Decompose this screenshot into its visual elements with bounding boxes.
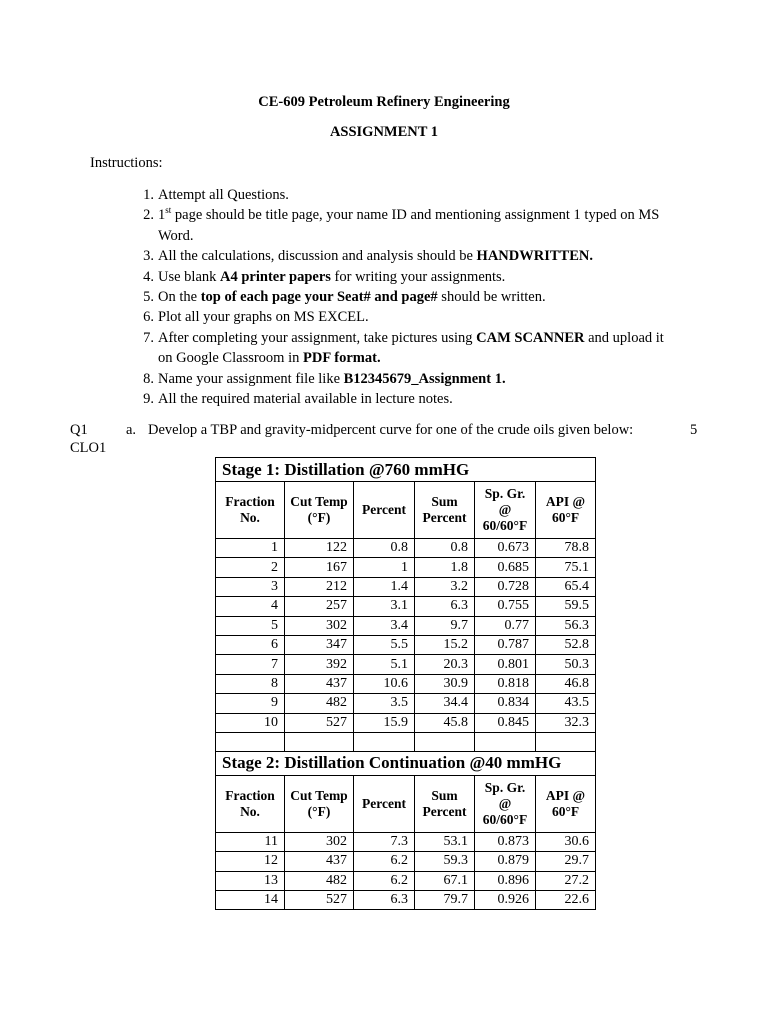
instruction-text: HANDWRITTEN. xyxy=(476,248,593,265)
table-cell: 3 xyxy=(216,577,285,596)
table-row xyxy=(216,577,596,596)
table-row xyxy=(216,597,596,616)
instruction-text: and upload it on Google Classroom in xyxy=(158,329,664,367)
table-header-row xyxy=(216,775,596,832)
table-row xyxy=(216,694,596,713)
instruction-text: page should be title page, your name ID and mentioning assignment 1 typed on MS Word. xyxy=(158,207,660,244)
instruction-text: 1 xyxy=(158,207,166,224)
instruction-item xyxy=(143,246,678,266)
instruction-number: 4. xyxy=(143,268,154,285)
instruction-text: Name your assignment file like xyxy=(158,370,344,387)
instruction-text: After completing your assignment, take pictures using xyxy=(158,329,477,346)
table-row xyxy=(216,832,596,851)
table-cell: 257 xyxy=(285,597,354,616)
instruction-text: All the calculations, discussion and analysis should be xyxy=(158,248,477,265)
table-cell: 52.8 xyxy=(536,635,596,654)
instruction-number: 1. xyxy=(143,187,154,203)
table-cell: 0.834 xyxy=(475,694,536,713)
table-cell: 15.9 xyxy=(354,713,415,732)
instruction-item xyxy=(143,328,678,369)
crude-oil-table xyxy=(215,457,596,910)
table-row xyxy=(216,539,596,558)
table-cell: 10 xyxy=(216,713,285,732)
table-cell: 0.685 xyxy=(475,558,536,577)
table-cell: 437 xyxy=(285,674,354,693)
instruction-number: 2. xyxy=(143,207,154,224)
table-cell: 0.801 xyxy=(475,655,536,674)
table-cell: 0.926 xyxy=(475,891,536,910)
table-cell xyxy=(354,732,415,751)
table-cell: 30.6 xyxy=(536,832,596,851)
instruction-item xyxy=(143,307,678,327)
table-cell: 29.7 xyxy=(536,852,596,871)
table-cell xyxy=(475,732,536,751)
table-cell: 302 xyxy=(285,832,354,851)
question-number: Q1 xyxy=(70,422,88,438)
instructions-label: Instructions: xyxy=(90,155,163,171)
question-clo: CLO1 xyxy=(70,440,107,456)
stage1-title-row xyxy=(216,458,596,482)
table-cell: 78.8 xyxy=(536,539,596,558)
table-cell: 302 xyxy=(285,616,354,635)
instruction-item xyxy=(143,287,678,307)
table-cell: 0.873 xyxy=(475,832,536,851)
table-cell: 0.755 xyxy=(475,597,536,616)
instruction-number: 5. xyxy=(143,289,154,306)
table-cell: 6.3 xyxy=(415,597,475,616)
instruction-text: for writing your assignments. xyxy=(330,268,506,285)
instruction-text: On the xyxy=(158,289,201,306)
stage1-title: Stage 1: Distillation @760 mmHG xyxy=(216,458,596,482)
table-cell: 0.77 xyxy=(475,616,536,635)
table-cell: Sp. Gr. @ 60/60°F xyxy=(475,775,536,832)
table-cell: 79.7 xyxy=(415,891,475,910)
table-cell: 9 xyxy=(216,694,285,713)
table-cell: 3.5 xyxy=(354,694,415,713)
table-cell: 5 xyxy=(216,616,285,635)
table-cell: 10.6 xyxy=(354,674,415,693)
instruction-text: All the required material available in lecture notes. xyxy=(158,391,453,408)
table-cell: 4 xyxy=(216,597,285,616)
table-cell: 8 xyxy=(216,674,285,693)
table-cell: Sp. Gr. @ 60/60°F xyxy=(475,482,536,539)
instruction-text: Plot all your graphs on MS EXCEL. xyxy=(158,309,369,326)
question-part: a. xyxy=(126,422,137,438)
crude-oil-table-body xyxy=(216,458,596,910)
table-cell: API @ 60°F xyxy=(536,482,596,539)
table-cell: 20.3 xyxy=(415,655,475,674)
table-cell: 0.8 xyxy=(415,539,475,558)
instruction-number: 6. xyxy=(143,309,154,326)
table-cell: 9.7 xyxy=(415,616,475,635)
instruction-text: Attempt all Questions. xyxy=(158,187,289,203)
instruction-item xyxy=(143,389,678,409)
table-cell: 30.9 xyxy=(415,674,475,693)
table-cell: Percent xyxy=(354,482,415,539)
question-text: Develop a TBP and gravity-midpercent curve for one of the crude oils given below: xyxy=(148,422,634,438)
table-cell: 7 xyxy=(216,655,285,674)
table-row xyxy=(216,852,596,871)
table-cell: 46.8 xyxy=(536,674,596,693)
table-cell: 6.2 xyxy=(354,871,415,890)
table-cell: 27.2 xyxy=(536,871,596,890)
table-cell: 482 xyxy=(285,871,354,890)
table-cell: 53.1 xyxy=(415,832,475,851)
table-cell: 22.6 xyxy=(536,891,596,910)
table-cell: 0.818 xyxy=(475,674,536,693)
table-cell: 0.673 xyxy=(475,539,536,558)
table-row xyxy=(216,674,596,693)
table-cell: 0.787 xyxy=(475,635,536,654)
instruction-text: st xyxy=(165,205,172,216)
table-cell: 50.3 xyxy=(536,655,596,674)
table-cell: 6.3 xyxy=(354,891,415,910)
table-cell: 1.4 xyxy=(354,577,415,596)
instruction-item xyxy=(143,205,678,246)
table-cell: 7.3 xyxy=(354,832,415,851)
table-row xyxy=(216,635,596,654)
instruction-item xyxy=(143,369,678,389)
table-cell: 3.4 xyxy=(354,616,415,635)
table-cell: 1.8 xyxy=(415,558,475,577)
table-cell: 3.1 xyxy=(354,597,415,616)
table-row xyxy=(216,713,596,732)
table-cell: 6 xyxy=(216,635,285,654)
instruction-item xyxy=(143,267,678,287)
table-cell: 59.3 xyxy=(415,852,475,871)
table-cell: 59.5 xyxy=(536,597,596,616)
instruction-text: B12345679_Assignment 1. xyxy=(343,370,506,387)
table-cell: 482 xyxy=(285,694,354,713)
table-cell: 0.896 xyxy=(475,871,536,890)
stage2-title: Stage 2: Distillation Continuation @40 mmHG xyxy=(216,751,596,775)
table-cell: 43.5 xyxy=(536,694,596,713)
table-cell: 392 xyxy=(285,655,354,674)
table-cell: 56.3 xyxy=(536,616,596,635)
instruction-text: CAM SCANNER xyxy=(476,329,585,346)
instruction-text: A4 printer papers xyxy=(220,268,331,285)
table-cell: 6.2 xyxy=(354,852,415,871)
table-cell: Fraction No. xyxy=(216,775,285,832)
table-cell xyxy=(536,732,596,751)
instruction-number: 9. xyxy=(143,391,154,408)
instructions-list xyxy=(143,185,678,409)
table-cell: 1 xyxy=(216,539,285,558)
instruction-number: 3. xyxy=(143,248,154,265)
table-cell: Cut Temp (°F) xyxy=(285,482,354,539)
table-row xyxy=(216,558,596,577)
table-blank-row xyxy=(216,732,596,751)
instruction-text: PDF format. xyxy=(303,350,381,367)
table-header-row xyxy=(216,482,596,539)
instruction-text: Use blank xyxy=(158,268,221,285)
table-row xyxy=(216,616,596,635)
table-cell: 12 xyxy=(216,852,285,871)
table-cell: 45.8 xyxy=(415,713,475,732)
table-cell: 13 xyxy=(216,871,285,890)
table-cell: Sum Percent xyxy=(415,482,475,539)
table-cell: 1 xyxy=(354,558,415,577)
table-cell: 122 xyxy=(285,539,354,558)
table-cell: 0.728 xyxy=(475,577,536,596)
table-cell: 67.1 xyxy=(415,871,475,890)
table-cell: 527 xyxy=(285,891,354,910)
table-cell: 5.5 xyxy=(354,635,415,654)
table-cell: API @ 60°F xyxy=(536,775,596,832)
table-cell: 212 xyxy=(285,577,354,596)
table-cell: 0.845 xyxy=(475,713,536,732)
instruction-number: 8. xyxy=(143,370,154,387)
table-cell: 0.8 xyxy=(354,539,415,558)
table-cell: 14 xyxy=(216,891,285,910)
course-title: CE-609 Petroleum Refinery Engineering xyxy=(258,94,510,110)
table-cell: Cut Temp (°F) xyxy=(285,775,354,832)
table-row xyxy=(216,891,596,910)
table-cell: 3.2 xyxy=(415,577,475,596)
table-cell: 65.4 xyxy=(536,577,596,596)
table-row xyxy=(216,655,596,674)
question-marks: 5 xyxy=(690,422,698,438)
table-cell xyxy=(285,732,354,751)
instruction-item xyxy=(143,185,678,205)
instruction-text: should be written. xyxy=(437,289,546,306)
table-cell: 167 xyxy=(285,558,354,577)
instruction-text: top of each page your Seat# and page# xyxy=(200,289,438,306)
table-cell: Percent xyxy=(354,775,415,832)
stage2-title-row xyxy=(216,751,596,775)
instruction-number: 7. xyxy=(143,329,154,346)
table-cell: 32.3 xyxy=(536,713,596,732)
table-cell: 5.1 xyxy=(354,655,415,674)
table-cell: 0.879 xyxy=(475,852,536,871)
table-cell: Fraction No. xyxy=(216,482,285,539)
table-cell: 527 xyxy=(285,713,354,732)
assignment-title: ASSIGNMENT 1 xyxy=(329,124,439,140)
table-cell: 347 xyxy=(285,635,354,654)
table-cell xyxy=(415,732,475,751)
table-cell: 437 xyxy=(285,852,354,871)
table-cell: Sum Percent xyxy=(415,775,475,832)
table-row xyxy=(216,871,596,890)
table-cell xyxy=(216,732,285,751)
table-cell: 75.1 xyxy=(536,558,596,577)
table-cell: 34.4 xyxy=(415,694,475,713)
table-cell: 15.2 xyxy=(415,635,475,654)
table-cell: 2 xyxy=(216,558,285,577)
table-cell: 11 xyxy=(216,832,285,851)
